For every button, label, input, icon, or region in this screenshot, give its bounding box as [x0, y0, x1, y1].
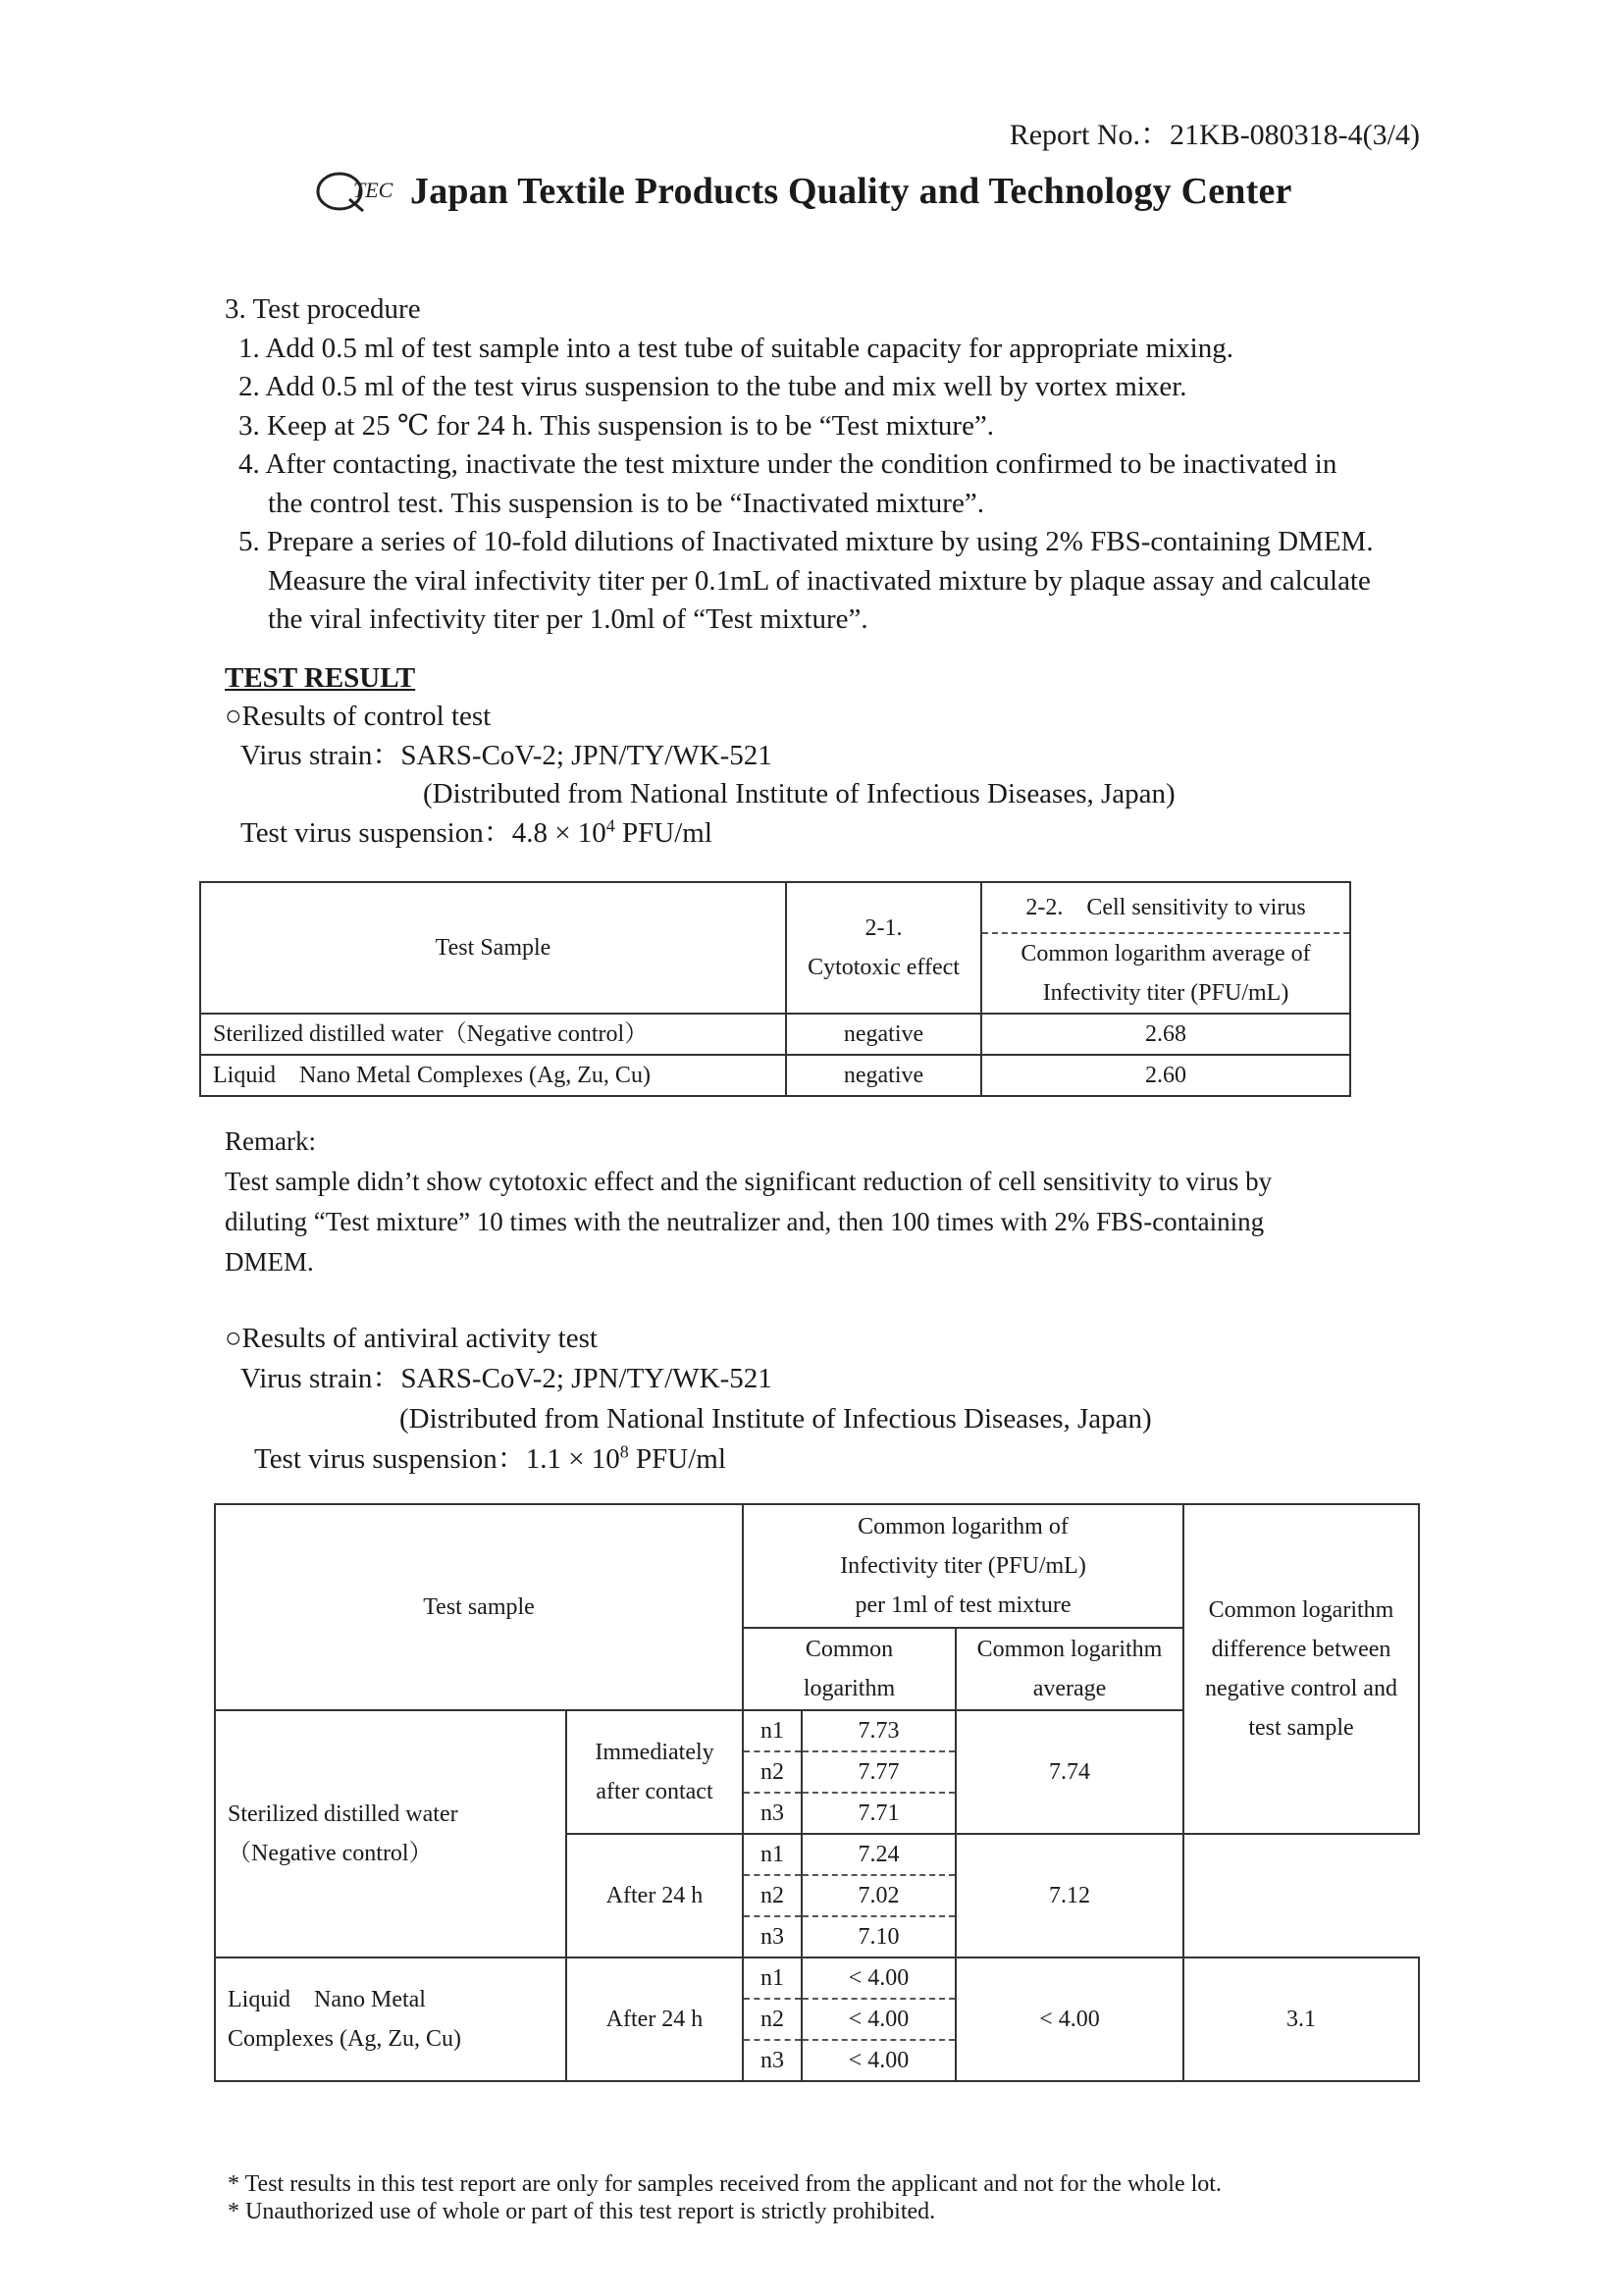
remark-line: DMEM.: [225, 1247, 314, 1277]
antiviral-suspension: Test virus suspension：$1.1 \times 10^8$ PFU/ml: [254, 1441, 726, 1475]
control-distributed: (Distributed from National Institute of Infectious Diseases, Japan): [423, 778, 1176, 809]
replicate-label: n3: [743, 2040, 802, 2081]
immediate-contact: Immediately after contact: [566, 1710, 743, 1834]
header-test-sample: Test Sample: [200, 882, 786, 1014]
replicate-label: n1: [743, 1957, 802, 1999]
header-cytotoxic: 2-1. Cytotoxic effect: [786, 882, 981, 1014]
footnote: * Unauthorized use of whole or part of this test report is strictly prohibited.: [228, 2199, 936, 2224]
antiviral-virus-strain: Virus strain：SARS-CoV-2; JPN/TY/WK-521: [240, 1363, 772, 1394]
svg-text:TEC: TEC: [353, 178, 393, 202]
replicate-label: n1: [743, 1710, 802, 1751]
header-common-log: Common logarithm: [743, 1628, 956, 1710]
organization-logo: [312, 162, 400, 221]
log-value: 7.71: [802, 1793, 956, 1834]
after-24h: After 24 h: [566, 1957, 743, 2081]
footnote: * Test results in this test report are only for samples received from the applicant and not for the whole lot.: [228, 2171, 1222, 2197]
log-average: 7.74: [956, 1710, 1183, 1834]
page-header: [312, 162, 1292, 221]
report-number: Report No.：21KB-080318-4(3/4): [1009, 119, 1420, 151]
test-result-title: TEST RESULT: [225, 661, 416, 694]
procedure-title: 3. Test procedure: [225, 293, 421, 325]
header-log-average: Common logarithm average: [956, 1628, 1183, 1710]
procedure-step-continued: the control test. This suspension is to be “Inactivated mixture”.: [268, 487, 984, 519]
header-log-average: Common logarithm average of: [981, 933, 1350, 973]
header-test-sample: Test sample: [215, 1504, 743, 1710]
antiviral-test-table: [214, 1503, 1420, 2082]
procedure-step: 3. Keep at 25 ℃ for 24 h. This suspension is to be “Test mixture”.: [238, 409, 995, 442]
footnotes: [228, 2170, 1222, 2225]
table-row: Liquid Nano Metal Complexes (Ag, Zu, Cu) negative 2.60: [200, 1055, 1350, 1096]
control-suspension: Test virus suspension：$4.8 \times 10^4$ PFU/ml: [240, 814, 712, 849]
control-test-table: [199, 881, 1351, 1097]
log-average: < 4.00: [956, 1957, 1183, 2081]
replicate-label: n2: [743, 1751, 802, 1793]
remark-line: diluting “Test mixture” 10 times with the neutralizer and, then 100 times with 2% FBS-containing: [225, 1207, 1265, 1236]
replicate-label: n1: [743, 1834, 802, 1875]
log-average: 7.12: [956, 1834, 1183, 1957]
procedure-step: 5. Prepare a series of 10-fold dilutions of Inactivated mixture by using 2% FBS-containing DMEM.: [238, 526, 1374, 557]
control-heading: ○Results of control test: [225, 701, 492, 732]
replicate-label: n3: [743, 1916, 802, 1957]
liquid-sample: Liquid Nano Metal Complexes (Ag, Zu, Cu): [215, 1957, 566, 2081]
table-row: Sterilized distilled water（Negative control） negative 2.68: [200, 1014, 1350, 1055]
header-cell-sensitivity: 2-2. Cell sensitivity to virus: [981, 882, 1350, 933]
neg-control-sample: Sterilized distilled water （Negative control）: [215, 1710, 566, 1957]
log-value: 7.24: [802, 1834, 956, 1875]
remark-title: Remark:: [225, 1126, 316, 1156]
test-procedure: [225, 290, 1374, 853]
log-value: < 4.00: [802, 1999, 956, 2040]
log-value: 7.02: [802, 1875, 956, 1916]
antiviral-heading: ○Results of antiviral activity test: [225, 1323, 598, 1354]
log-value: 7.73: [802, 1710, 956, 1751]
replicate-label: n2: [743, 1999, 802, 2040]
remark-line: Test sample didn’t show cytotoxic effect and the significant reduction of cell sensitivity to virus by: [225, 1167, 1273, 1196]
log-value: < 4.00: [802, 2040, 956, 2081]
after-24h: After 24 h: [566, 1834, 743, 1957]
procedure-step-continued: Measure the viral infectivity titer per 0.1mL of inactivated mixture by plaque assay and calculate: [268, 564, 1371, 597]
log-value: < 4.00: [802, 1957, 956, 1999]
replicate-label: n2: [743, 1875, 802, 1916]
antiviral-distributed: (Distributed from National Institute of Infectious Diseases, Japan): [399, 1403, 1152, 1435]
header-log-difference: Common logarithm difference between negative control and test sample: [1183, 1504, 1419, 1834]
procedure-step: 2. Add 0.5 ml of the test virus suspension to the tube and mix well by vortex mixer.: [238, 371, 1187, 402]
replicate-label: n3: [743, 1793, 802, 1834]
log-value: 7.10: [802, 1916, 956, 1957]
header-infectivity: Infectivity titer (PFU/mL): [981, 973, 1350, 1014]
antiviral-section: [225, 1319, 1152, 1480]
remark: [225, 1122, 1272, 1282]
procedure-step: 4. After contacting, inactivate the test mixture under the condition confirmed to be inactivated in: [238, 448, 1337, 480]
procedure-step: 1. Add 0.5 ml of test sample into a test tube of suitable capacity for appropriate mixing.: [238, 332, 1233, 364]
control-virus-strain: Virus strain：SARS-CoV-2; JPN/TY/WK-521: [240, 739, 772, 771]
organization-name: Japan Textile Products Quality and Technology Center: [410, 171, 1292, 212]
log-difference: 3.1: [1183, 1957, 1419, 2081]
log-value: 7.77: [802, 1751, 956, 1793]
header-infectivity-titer: Common logarithm of Infectivity titer (PFU/mL) per 1ml of test mixture: [743, 1504, 1183, 1628]
procedure-step-continued: the viral infectivity titer per 1.0ml of “Test mixture”.: [268, 603, 868, 635]
